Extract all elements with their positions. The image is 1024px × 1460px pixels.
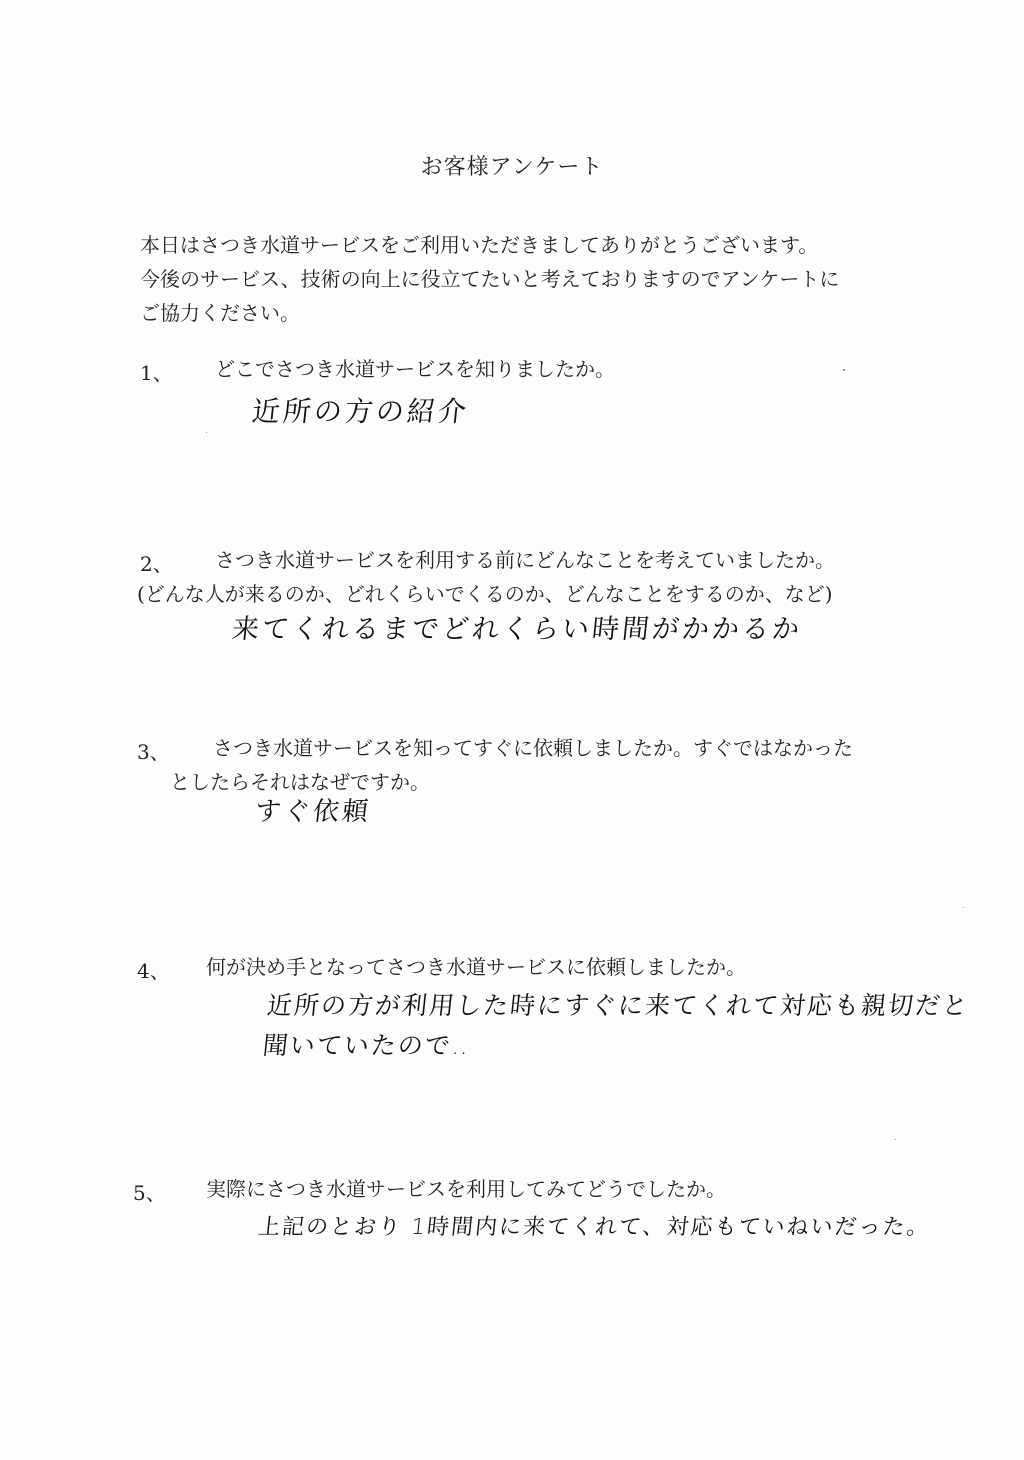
question-3-text	[170, 731, 853, 799]
question-line: どこでさつき水道サービスを知りましたか。	[215, 357, 615, 381]
question-5-text	[206, 1172, 726, 1206]
question-line: さつき水道サービスを知ってすぐに依頼しましたか。すぐではなかった	[213, 736, 853, 760]
answer-line: 近所の方の紹介	[250, 395, 471, 428]
question-line: (どんな人が来るのか、どれくらいでくるのか、どんなことをするのか、など)	[137, 582, 833, 606]
scan-speck	[895, 1139, 896, 1140]
answer-line: 上記のとおり 1時間内に来てくれて、対応もていねいだった。	[256, 1215, 932, 1240]
answer-3-handwriting	[253, 792, 373, 832]
question-1-number: 1、	[140, 361, 173, 385]
answer-line: 近所の方が利用した時にすぐに来てくれて対応も親切だと	[265, 991, 971, 1020]
answer-2-handwriting	[230, 610, 804, 650]
intro-line: 今後のサービス、技術の向上に役立てたいと考えておりますのでアンケートに	[140, 267, 840, 291]
scan-speck	[206, 432, 207, 433]
scan-speck	[843, 369, 845, 371]
question-1-text	[215, 352, 615, 386]
intro-line: 本日はさつき水道サービスをご利用いただきましてありがとうございます。	[140, 233, 819, 257]
question-3-number: 3、	[137, 740, 170, 764]
question-line: さつき水道サービスを利用する前にどんなことを考えていましたか。	[215, 548, 835, 572]
answer-line: すぐ依頼	[253, 797, 373, 827]
question-line: 実際にさつき水道サービスを利用してみてどうでしたか。	[206, 1177, 726, 1201]
intro-line: ご協力ください。	[140, 301, 300, 325]
question-4-text	[206, 950, 746, 984]
answer-line: 来てくれるまでどれくらい時間がかかるか	[230, 614, 804, 645]
intro-text	[140, 228, 940, 330]
answer-line: 聞いていたので‥	[261, 1031, 473, 1060]
question-line: 何が決め手となってさつき水道サービスに依頼しましたか。	[206, 955, 746, 979]
answer-1-handwriting	[250, 392, 471, 432]
question-line: としたらそれはなぜですか。	[170, 770, 430, 794]
answer-4-handwriting	[261, 986, 971, 1066]
scan-speck	[963, 907, 964, 908]
question-2-number: 2、	[140, 552, 173, 576]
question-4-number: 4、	[137, 959, 170, 983]
question-2-text	[137, 543, 835, 611]
question-5-number: 5、	[133, 1181, 166, 1205]
page-title: お客様アンケート	[420, 155, 604, 180]
answer-5-handwriting	[256, 1208, 933, 1248]
